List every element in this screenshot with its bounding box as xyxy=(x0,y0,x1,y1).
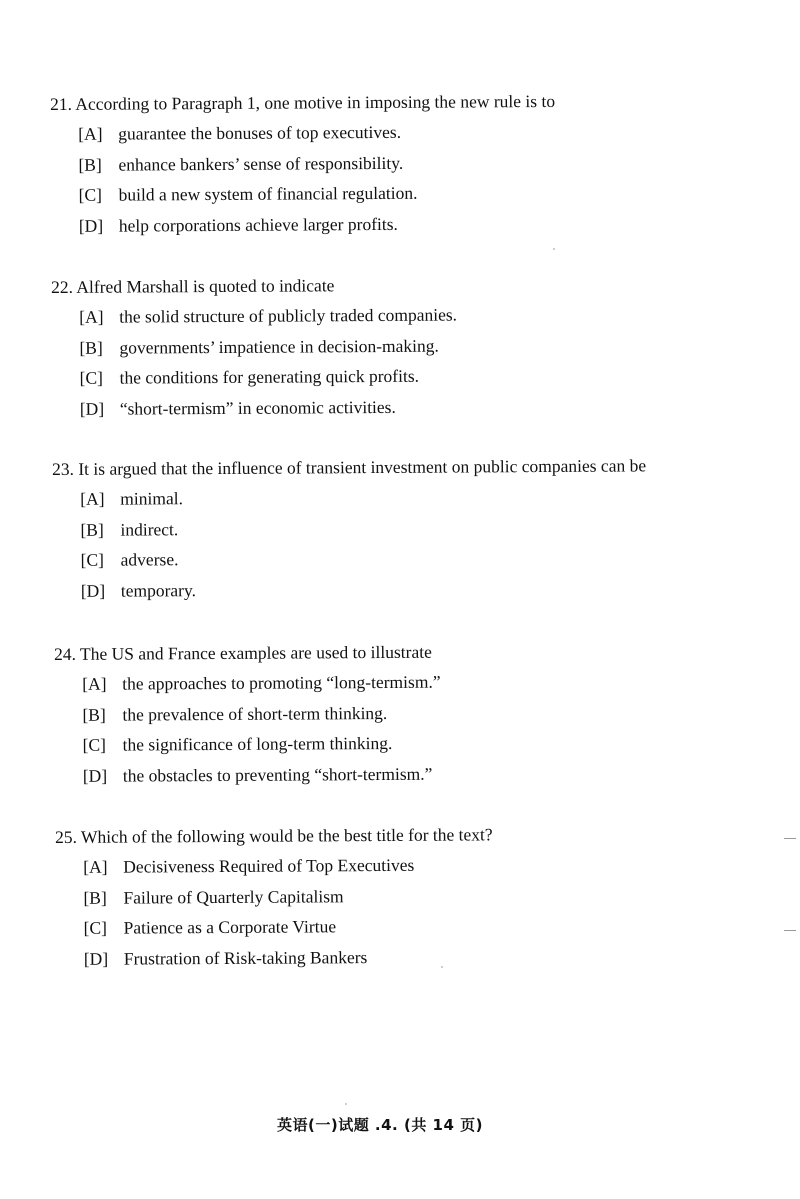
option-text: the approaches to promoting “long-termism.” xyxy=(122,671,441,694)
question-number: 21. xyxy=(50,93,73,114)
question-text: It is argued that the influence of transient investment on public companies can be xyxy=(78,455,647,479)
option-text: Failure of Quarterly Capitalism xyxy=(123,885,344,908)
option-c xyxy=(83,732,441,756)
option-b xyxy=(80,515,646,540)
option-letter: [B] xyxy=(83,887,107,908)
option-text: the solid structure of publicly traded companies. xyxy=(119,304,458,327)
question-22 xyxy=(51,274,458,428)
scan-speck xyxy=(784,838,796,839)
option-letter: [B] xyxy=(79,337,103,358)
option-text: adverse. xyxy=(120,549,179,570)
option-text: “short-termism” in economic activities. xyxy=(119,396,396,419)
question-text: According to Paragraph 1, one motive in imposing the new rule is to xyxy=(75,90,556,114)
option-text: indirect. xyxy=(120,518,179,540)
question-text: Which of the following would be the best title for the text? xyxy=(80,824,493,847)
option-list xyxy=(51,304,457,420)
question-stem xyxy=(54,641,440,665)
option-list xyxy=(54,671,441,787)
option-text: temporary. xyxy=(120,579,197,601)
scan-speck xyxy=(441,966,443,968)
option-b xyxy=(78,150,555,175)
option-list xyxy=(52,484,647,601)
option-d xyxy=(84,945,494,970)
question-21 xyxy=(50,90,556,245)
option-a xyxy=(79,304,457,328)
question-stem xyxy=(50,90,555,115)
option-text: Frustration of Risk-taking Bankers xyxy=(123,946,368,969)
option-letter: [B] xyxy=(82,704,106,725)
option-letter: [A] xyxy=(78,123,103,144)
question-text: Alfred Marshall is quoted to indicate xyxy=(76,275,335,297)
option-b xyxy=(79,334,457,358)
option-list xyxy=(50,120,556,237)
option-text: the significance of long-term thinking. xyxy=(122,732,393,755)
option-letter: [D] xyxy=(80,580,106,601)
option-text: minimal. xyxy=(120,488,184,509)
page-footer: 英语(一)试题 .4. (共 14 页) xyxy=(276,1116,484,1134)
option-letter: [C] xyxy=(78,184,103,205)
option-list xyxy=(55,853,493,969)
option-letter: [D] xyxy=(83,948,109,969)
option-d xyxy=(81,576,647,601)
option-text: enhance bankers’ sense of responsibility. xyxy=(118,152,404,175)
option-text: build a new system of financial regulation. xyxy=(118,182,418,205)
question-23 xyxy=(52,454,647,610)
option-letter: [B] xyxy=(80,519,104,540)
question-number: 24. xyxy=(54,643,77,664)
option-letter: [A] xyxy=(82,673,107,694)
question-25 xyxy=(55,823,493,978)
question-stem xyxy=(55,823,493,848)
option-b xyxy=(83,884,493,909)
option-letter: [C] xyxy=(80,549,105,570)
option-c xyxy=(84,914,494,939)
option-letter: [D] xyxy=(82,765,108,786)
option-letter: [C] xyxy=(82,734,107,755)
option-c xyxy=(81,545,647,570)
option-a xyxy=(82,671,440,695)
option-a xyxy=(83,853,493,878)
option-text: help corporations achieve larger profits. xyxy=(118,213,398,236)
option-a xyxy=(78,120,555,145)
option-text: Patience as a Corporate Virtue xyxy=(123,916,337,938)
option-letter: [B] xyxy=(78,154,102,175)
option-letter: [C] xyxy=(83,917,108,938)
option-text: the conditions for generating quick profits. xyxy=(119,365,420,388)
option-d xyxy=(80,395,458,419)
scan-speck xyxy=(784,930,796,931)
option-d xyxy=(83,762,441,786)
option-text: Decisiveness Required of Top Executives xyxy=(123,854,415,877)
question-stem xyxy=(52,454,646,480)
question-number: 23. xyxy=(52,458,75,479)
option-text: the obstacles to preventing “short-termism.” xyxy=(122,763,433,786)
option-letter: [D] xyxy=(78,215,104,236)
scan-speck xyxy=(345,1103,347,1105)
question-number: 22. xyxy=(51,276,74,297)
option-text: the prevalence of short-term thinking. xyxy=(122,702,388,725)
option-c xyxy=(80,365,458,389)
question-text: The US and France examples are used to illustrate xyxy=(79,641,432,664)
option-c xyxy=(79,181,556,206)
option-a xyxy=(80,484,646,509)
option-text: guarantee the bonuses of top executives. xyxy=(118,121,402,144)
option-letter: [A] xyxy=(83,856,108,877)
option-d xyxy=(79,211,556,236)
question-24 xyxy=(54,641,441,795)
option-letter: [A] xyxy=(79,306,104,327)
option-letter: [C] xyxy=(79,367,104,388)
question-stem xyxy=(51,274,457,298)
scan-speck xyxy=(553,248,555,250)
option-b xyxy=(82,701,440,725)
option-text: governments’ impatience in decision-making. xyxy=(119,335,439,358)
question-number: 25. xyxy=(55,826,78,847)
option-letter: [A] xyxy=(80,488,105,509)
option-letter: [D] xyxy=(79,398,105,419)
